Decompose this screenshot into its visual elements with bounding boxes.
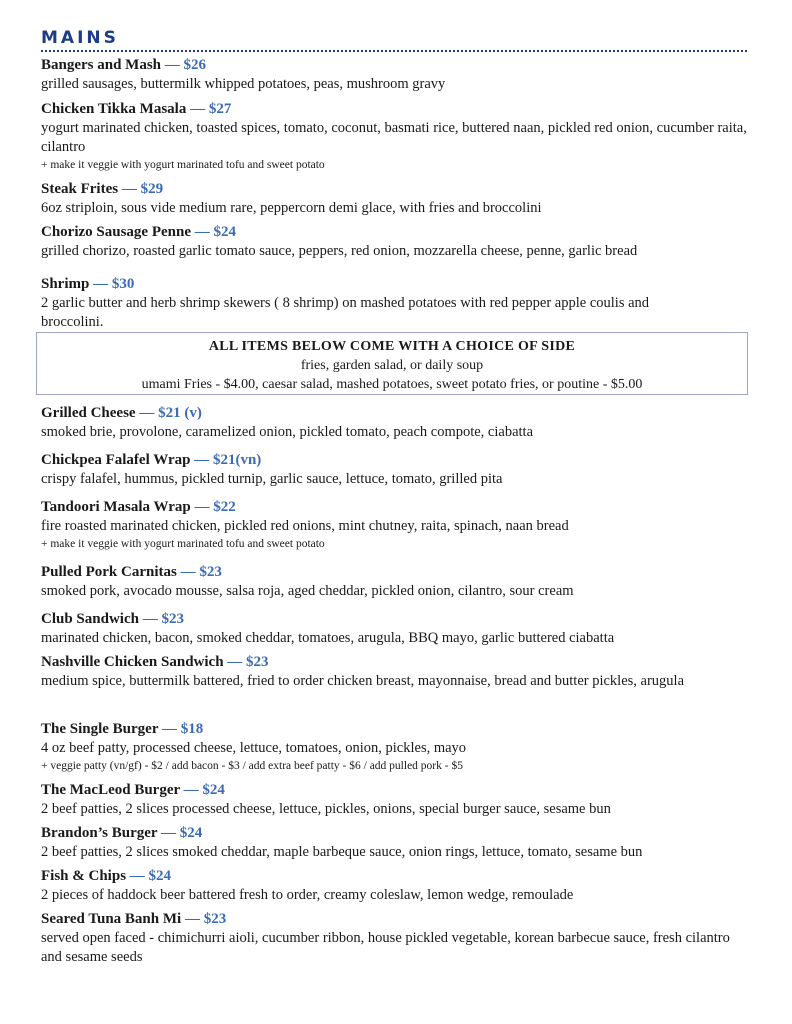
item-title	[41, 867, 747, 886]
item-name: Shrimp	[41, 276, 90, 292]
item-price: — $23	[227, 654, 269, 670]
menu-item	[41, 653, 747, 691]
menu-item	[41, 180, 747, 218]
section-heading: MAINS	[41, 28, 119, 48]
item-description: served open faced - chimichurri aioli, cucumber ribbon, house pickled vegetable, korean barbecue sauce, fresh cilantro and sesame seeds	[41, 930, 730, 965]
menu-item	[41, 720, 747, 774]
menu-item	[41, 781, 747, 819]
item-description: 2 garlic butter and herb shrimp skewers ( 8 shrimp) on mashed potatoes with red pepper apple coulis and broccolini.	[41, 295, 650, 330]
item-title	[41, 653, 747, 672]
item-description: 2 beef patties, 2 slices smoked cheddar, maple barbeque sauce, onion rings, lettuce, tomato, sesame bun	[41, 844, 643, 860]
item-price: — $21(vn)	[194, 452, 262, 468]
item-price: — $24	[129, 868, 172, 884]
side-choice-box	[36, 332, 748, 395]
item-price: — $22	[194, 499, 236, 515]
item-description: 2 beef patties, 2 slices processed cheese, lettuce, pickles, onions, special burger sauce, sesame bun	[41, 801, 611, 817]
item-name: The MacLeod Burger	[41, 782, 180, 798]
item-price: — $24	[183, 782, 225, 798]
item-name: The Single Burger	[41, 721, 159, 737]
item-price: — $27	[190, 101, 232, 117]
item-note: + make it veggie with yogurt marinated tofu and sweet potato	[41, 538, 325, 550]
item-title	[41, 781, 747, 800]
menu-item	[41, 275, 671, 332]
item-price: — $24	[161, 825, 203, 841]
item-description: smoked brie, provolone, caramelized onion, pickled tomato, peach compote, ciabatta	[41, 424, 534, 440]
item-price: — $23	[142, 611, 184, 627]
item-description: grilled sausages, buttermilk whipped potatoes, peas, mushroom gravy	[41, 76, 446, 92]
item-title	[41, 275, 671, 294]
item-title	[41, 223, 747, 242]
item-description: crispy falafel, hummus, pickled turnip, garlic sauce, lettuce, tomato, grilled pita	[41, 471, 503, 487]
item-name: Tandoori Masala Wrap	[41, 499, 191, 515]
item-description: yogurt marinated chicken, toasted spices, tomato, coconut, basmati rice, buttered naan, pickled red onion, cucumber raita, cilantro	[41, 120, 747, 155]
item-description: medium spice, buttermilk battered, fried to order chicken breast, mayonnaise, bread and butter pickles, arugula	[41, 673, 685, 689]
menu-item	[41, 610, 747, 648]
item-description: marinated chicken, bacon, smoked cheddar, tomatoes, arugula, BBQ mayo, garlic buttered ciabatta	[41, 630, 615, 646]
item-description: 2 pieces of haddock beer battered fresh to order, creamy coleslaw, lemon wedge, remoulade	[41, 887, 574, 903]
item-name: Chorizo Sausage Penne	[41, 224, 191, 240]
item-description: grilled chorizo, roasted garlic tomato sauce, peppers, red onion, mozzarella cheese, penne, garlic bread	[41, 243, 638, 259]
item-price: — $26	[164, 57, 207, 73]
item-price: — $21 (v)	[139, 405, 202, 421]
item-title	[41, 451, 747, 470]
item-name: Nashville Chicken Sandwich	[41, 654, 224, 670]
item-title	[41, 824, 747, 843]
menu-item	[41, 100, 747, 173]
item-name: Club Sandwich	[41, 611, 139, 627]
menu-item	[41, 867, 747, 905]
menu-item	[41, 824, 747, 862]
item-title	[41, 720, 747, 739]
item-price: — $23	[180, 564, 222, 580]
side-box-upgrades: umami Fries - $4.00, caesar salad, mashed potatoes, sweet potato fries, or poutine - $5.00	[141, 377, 643, 392]
item-name: Brandon’s Burger	[41, 825, 158, 841]
item-title	[41, 610, 747, 629]
item-description: fire roasted marinated chicken, pickled red onions, mint chutney, raita, spinach, naan bread	[41, 518, 569, 534]
item-title	[41, 100, 747, 119]
side-box-title: ALL ITEMS BELOW COME WITH A CHOICE OF SIDE	[208, 339, 576, 354]
item-name: Pulled Pork Carnitas	[41, 564, 177, 580]
item-title	[41, 910, 747, 929]
item-price: — $24	[194, 224, 236, 240]
item-price: — $18	[161, 721, 204, 737]
side-box-included: fries, garden salad, or daily soup	[300, 358, 484, 373]
item-description: 4 oz beef patty, processed cheese, lettuce, tomatoes, onion, pickles, mayo	[41, 740, 467, 756]
item-note: + make it veggie with yogurt marinated tofu and sweet potato	[41, 159, 325, 171]
menu-item	[41, 404, 747, 442]
item-title	[41, 56, 747, 75]
item-name: Grilled Cheese	[41, 405, 136, 421]
item-title	[41, 180, 747, 199]
item-name: Chicken Tikka Masala	[41, 101, 187, 117]
item-name: Fish & Chips	[41, 868, 127, 884]
menu-item	[41, 563, 747, 601]
item-name: Chickpea Falafel Wrap	[41, 452, 191, 468]
menu-item	[41, 451, 747, 489]
menu-item	[41, 223, 747, 261]
item-name: Seared Tuna Banh Mi	[41, 911, 182, 927]
menu-item	[41, 498, 747, 552]
item-title	[41, 404, 747, 423]
dotted-divider	[41, 50, 747, 52]
item-price: — $30	[93, 276, 135, 292]
item-description: 6oz striploin, sous vide medium rare, peppercorn demi glace, with fries and broccolini	[41, 200, 542, 216]
item-name: Bangers and Mash	[41, 57, 162, 73]
item-price: — $23	[184, 911, 227, 927]
menu-item	[41, 910, 747, 967]
menu-item	[41, 56, 747, 94]
item-note: + veggie patty (vn/gf) - $2 / add bacon - $3 / add extra beef patty - $6 / add pulled pork - $5	[41, 760, 463, 772]
item-name: Steak Frites	[41, 181, 119, 197]
item-description: smoked pork, avocado mousse, salsa roja, aged cheddar, pickled onion, cilantro, sour cream	[41, 583, 574, 599]
item-title	[41, 563, 747, 582]
item-price: — $29	[121, 181, 164, 197]
item-title	[41, 498, 747, 517]
